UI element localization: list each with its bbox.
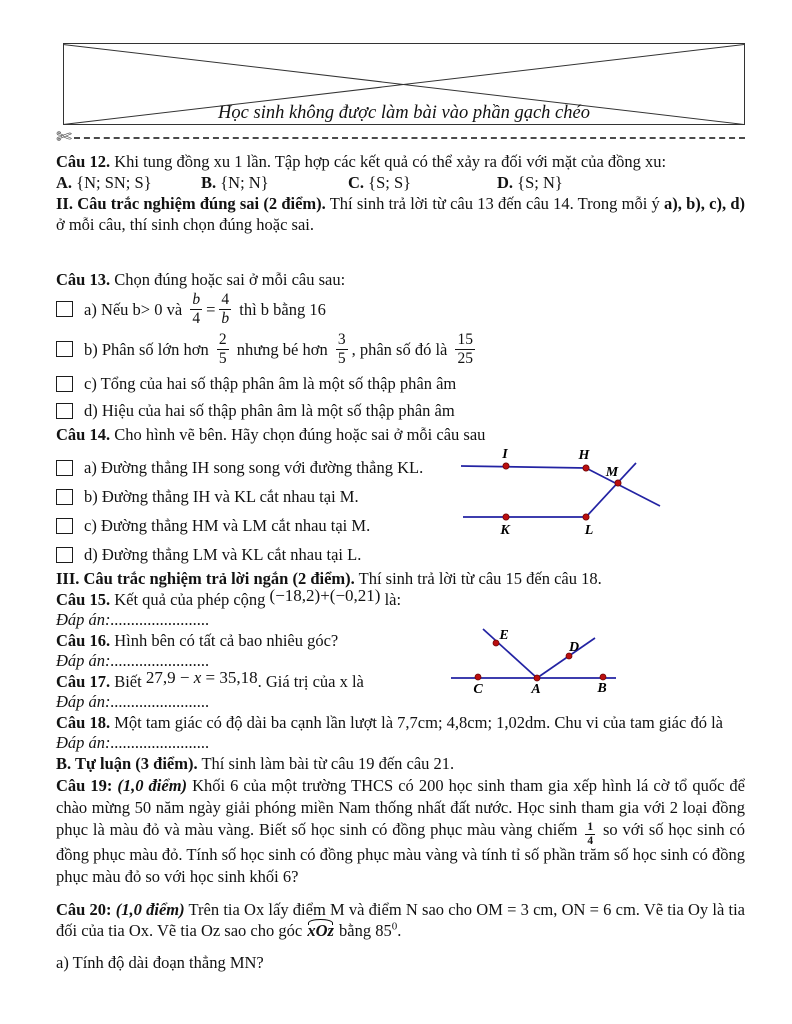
q20-subquestion-a: a) Tính độ dài đoạn thẳng MN? [56,953,264,973]
question-18 [56,713,745,734]
question-20 [56,899,745,941]
q20-text1: Trên tia Ox lấy điểm M và điểm N sao cho OM = 3 cm, ON = 6 cm. Vẽ tia Oy là tia đối của tia Ox. Vẽ tia Oz sao cho góc [56,900,745,941]
question-19 [56,775,745,887]
point-B [600,674,606,680]
fraction: $\frac{b}{4}$ [192,291,201,327]
q14-text: Cho hình vẽ bên. Hãy chọn đúng hoặc sai ở mỗi câu sau [110,425,486,444]
q13-item-a [56,290,745,328]
label-I: I [502,447,508,462]
q12-option-c [348,172,497,193]
q16-label: Câu 16. [56,630,111,650]
section-iii [56,569,745,774]
q13b-checkbox[interactable] [56,341,73,357]
q14a-text: a) Đường thẳng IH song song với đường thẳng KL. [84,458,424,477]
q13-item-b [56,328,745,370]
question-13 [56,269,745,290]
fraction: $\frac{3}{5}$ [337,331,346,367]
section-ii-intro [56,193,745,235]
q15-math-expression: (−18,2)+(−0,21) [269,586,381,605]
q14-item-d [56,540,745,569]
q13-text: Chọn đúng hoặc sai ở mỗi câu sau: [110,270,346,289]
q12-options [56,172,745,193]
q12-option-b [201,172,348,193]
q17-pre: Biết [110,671,146,691]
question-15 [56,586,745,611]
notice-box [63,43,745,125]
q13-item-d [56,397,745,424]
q13a-text: a) Nếu b> 0 và $\frac{b}{4}$ = $\frac{4}{b}$ thì b bằng 16 [84,291,326,327]
section-iii-text: Thí sinh trả lời từ câu 15 đến câu 18. [354,569,602,588]
q13c-checkbox[interactable] [56,376,73,392]
q16-text: Hình bên có tất cả bao nhiêu góc? [110,630,339,650]
q17-post: . Giá trị của x là [257,671,364,691]
q20-superscript: 0 [391,920,398,933]
q13d-text: d) Hiệu của hai số thập phân âm là một số thập phân âm [84,401,455,420]
q20-end: . [397,921,402,941]
section-b-intro [56,754,745,775]
dashed-line [74,137,745,139]
q12-option-d-label: D. [497,173,514,192]
q12-option-a-label: A. [56,173,73,192]
q20-angle-widehat: xOz [307,921,334,941]
q16-answer-blank[interactable]: Đáp án:........................ [56,651,210,670]
q13c-text: c) Tổng của hai số thập phân âm là một số thập phân âm [84,374,457,393]
point-C [475,674,481,680]
q20-text2: bằng 85 [334,921,392,941]
point-A [534,675,540,681]
section-ii-text1: Thí sinh trả lời từ câu 13 đến câu 14. Trong mỗi ý [325,194,665,213]
q19-text2: so với số học sinh có đồng phục màu đỏ. Tính số học sinh có đồng phục màu vàng và tính tỉ số phần trăm số học sinh có đồng phục màu đỏ so với học sinh khối 6? [56,819,745,886]
q18-text: Một tam giác có độ dài ba cạnh lần lượt là 7,7cm; 4,8cm; 1,02dm. Chu vi của tam giác đó là [110,712,723,732]
section-ii-bold-items: a), b), c), d) [664,194,745,213]
fraction: $\frac{1}{4}$ [587,821,594,847]
q18-answer-blank[interactable]: Đáp án:........................ [56,733,210,752]
q20-points: (1,0 điểm) [111,900,185,920]
q12-option-c-value: {S; S} [364,173,412,192]
label-C: C [473,682,483,697]
q12-text: Khi tung đồng xu 1 lần. Tập hợp các kết quả có thể xảy ra đối với mặt của đồng xu: [110,152,667,171]
q14c-checkbox[interactable] [56,518,73,534]
q20-label: Câu 20: [56,900,112,920]
ray-AD [537,638,595,678]
q14d-checkbox[interactable] [56,547,73,563]
label-M: M [605,465,619,480]
q13d-checkbox[interactable] [56,403,73,419]
q15-label: Câu 15. [56,589,111,609]
point-K [503,514,509,520]
q15-post: là: [380,589,402,609]
point-L [583,514,589,520]
fraction: $\frac{2}{5}$ [218,331,227,367]
q13a-checkbox[interactable] [56,301,73,317]
q14-label: Câu 14. [56,425,111,444]
q14b-checkbox[interactable] [56,489,73,505]
section-b-heading: B. Tự luận (3 điểm). [56,753,198,773]
q12-option-b-label: B. [201,173,217,192]
point-M [615,480,621,486]
q12-option-a-value: {N; SN; S} [72,173,152,192]
point-I [503,463,509,469]
q12-label: Câu 12. [56,152,111,171]
section-iii-heading: III. Câu trắc nghiệm trả lời ngắn (2 điểm). [56,569,355,588]
label-A: A [531,682,541,697]
ray-AE [483,629,537,678]
point-H [583,465,589,471]
q14c-text: c) Đường thẳng HM và LM cắt nhau tại M. [84,516,371,535]
label-D: D [568,640,580,655]
q12-option-a [56,172,201,193]
q19-points: (1,0 điểm) [112,776,188,795]
scissors-icon: ✄ [56,127,72,148]
q17-math-expression: 27,9 − x = 35,18 [145,668,258,687]
line-HM-extended [586,468,660,506]
label-K: K [500,523,510,538]
point-E [493,640,499,646]
q17-math-variable: x [193,668,202,687]
q12-option-c-label: C. [348,173,365,192]
q14a-checkbox[interactable] [56,460,73,476]
q17-answer-blank[interactable]: Đáp án:........................ [56,692,210,711]
section-iii-intro [56,569,745,590]
q12-option-b-value: {N; N} [216,173,269,192]
q19-text1: Khối 6 của một trường THCS có 200 học sinh tham gia xếp hình lá cờ tổ quốc để chào mừng 50 năm ngày giải phóng miền Nam thống nhất đất nước. Học sinh tham gia với 2 loại đồng phục là màu đỏ và màu vàng. Biết số học sinh có đồng phục màu vàng chiếm [56,776,745,839]
label-B: B [597,681,607,696]
section-ii-text2: ở mỗi câu, thí sinh chọn đúng hoặc sai. [56,215,315,234]
q13-label: Câu 13. [56,270,111,289]
notice-text: Học sinh không được làm bài vào phần gạch chéo [218,103,590,123]
q16-geometry-figure [448,615,633,700]
fraction: $\frac{4}{b}$ [221,291,230,327]
cut-line [56,129,745,147]
section-ii-heading: II. Câu trắc nghiệm đúng sai (2 điểm). [56,194,326,213]
q18-label: Câu 18. [56,712,111,732]
q14-geometry-figure [453,438,678,543]
fraction: $\frac{15}{25}$ [457,331,473,367]
question-16 [56,631,745,652]
line-IH [461,466,586,468]
q15-answer-blank[interactable]: Đáp án:........................ [56,610,210,629]
label-E: E [499,628,509,643]
q12-option-d-value: {S; N} [513,173,563,192]
section-b-text: Thí sinh làm bài từ câu 19 đến câu 21. [197,753,455,773]
question-17 [56,668,745,693]
q14d-text: d) Đường thẳng LM và KL cắt nhau tại L. [84,545,362,564]
q13b-text: b) Phân số lớn hơn $\frac{2}{5}$ nhưng bé hơn $\frac{3}{5}$ , phân số đó là $\frac{15}{25}$ [84,331,473,367]
label-L: L [584,523,594,538]
q12-option-d [497,172,563,193]
question-12 [56,151,745,172]
q14b-text: b) Đường thẳng IH và KL cắt nhau tại M. [84,487,359,506]
q17-label: Câu 17. [56,671,111,691]
q13-item-c [56,370,745,397]
label-H: H [578,448,590,463]
q15-pre: Kết quả của phép cộng [110,589,270,609]
q19-label: Câu 19: [56,776,113,795]
